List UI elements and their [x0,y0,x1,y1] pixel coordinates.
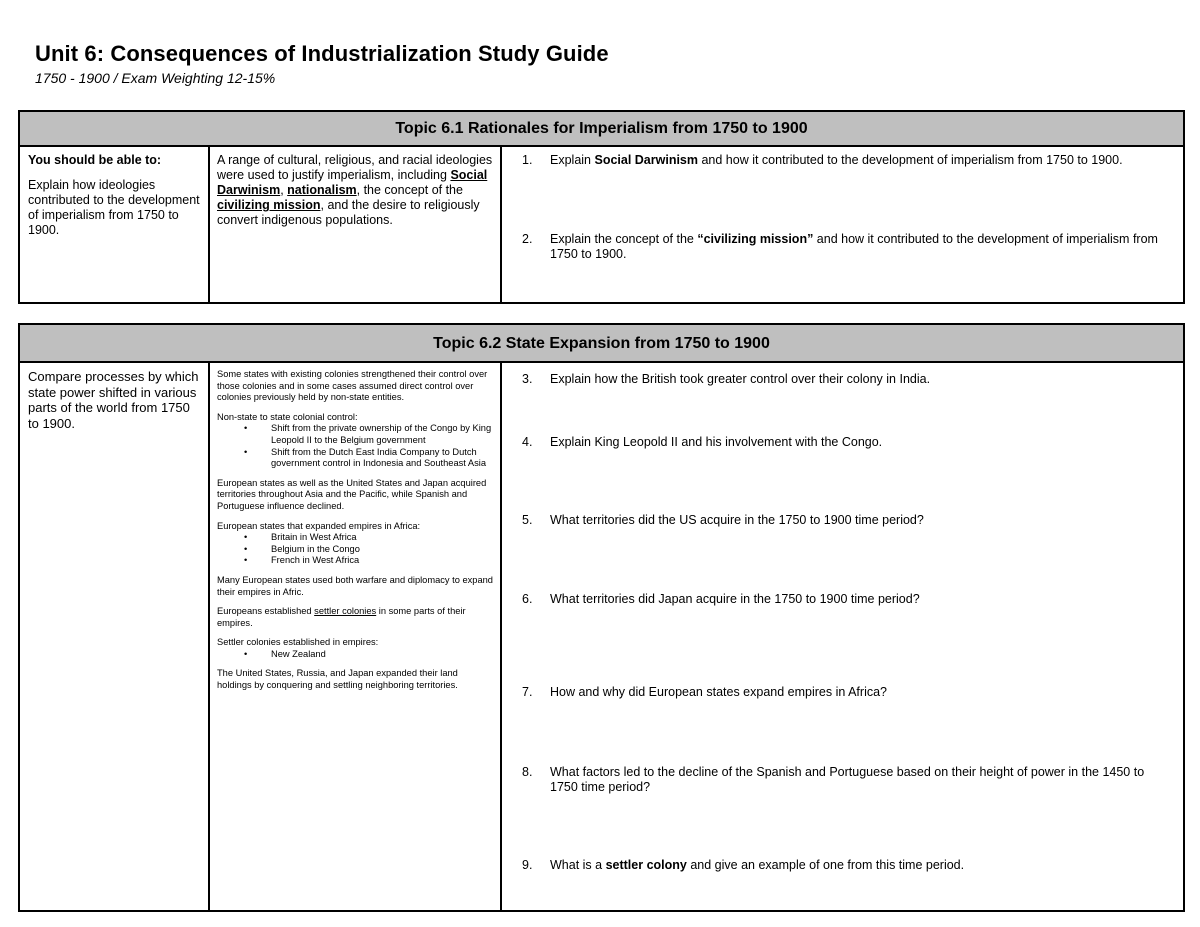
knowledge-text: , and the desire to religiously convert indigenous populations. [217,198,480,227]
keyword-social-darwinism: Social Darwinism [217,168,488,197]
knowledge-text: , [280,183,288,197]
knowledge-list [217,649,493,661]
question-item [516,153,1161,168]
list-item: • French in West Africa [217,555,493,567]
knowledge-paragraph: European states that expanded empires in Africa: [217,520,421,531]
knowledge-text: A range of cultural, religious, and racial ideologies were used to justify imperialism, including [217,153,493,182]
knowledge-paragraph: Many European states used both warfare and diplomacy to expand their empires in Afric. [217,574,493,597]
question-number: 7. [522,685,533,699]
question-text: Explain King Leopold II and his involvement with the Congo. [550,435,883,449]
question-number: 4. [522,435,533,449]
topic-6-1-heading: Topic 6.1 Rationales for Imperialism from 1750 to 1900 [20,112,1183,147]
question-number: 2. [522,232,533,246]
question-item [516,513,1161,528]
question-item [516,685,1161,700]
knowledge-paragraph: Settler colonies established in empires: [217,637,379,648]
list-item: • Britain in West Africa [217,532,493,544]
topic-6-1-knowledge [210,147,502,302]
objective-text: Explain how ideologies contributed to the development of imperialism from 1750 to 1900. [28,178,200,237]
question-text: What factors led to the decline of the Spanish and Portuguese based on their height of power in the 1450 to 1750 time period? [550,765,1145,794]
question-text: How and why did European states expand empires in Africa? [550,685,887,699]
list-item: • New Zealand [217,649,493,661]
keyword-civilizing-mission: civilizing mission [217,198,321,212]
topic-6-1-questions [502,147,1183,302]
question-text: Explain the concept of the “civilizing mission” and how it contributed to the development of imperialism from 1750 to 1900. [550,232,1158,261]
question-item [516,592,1161,607]
objective-heading: You should be able to: [28,153,162,167]
topic-6-2-table [18,323,1185,912]
question-number: 9. [522,858,533,872]
question-number: 5. [522,513,533,527]
objective-text: Compare processes by which state power shifted in various parts of the world from 1750 to 1900. [28,369,199,431]
knowledge-text: , the concept of the [356,183,463,197]
page-subtitle: 1750 - 1900 / Exam Weighting 12-15% [35,70,276,86]
topic-6-2-objective [20,363,210,910]
topic-6-2-questions [502,363,1183,910]
knowledge-paragraph: The United States, Russia, and Japan expanded their land holdings by conquering and settling neighboring territories. [217,668,458,691]
topic-6-2-heading: Topic 6.2 State Expansion from 1750 to 1900 [20,325,1183,363]
list-item: • Shift from the private ownership of the Congo by King Leopold II to the Belgium government [217,423,493,446]
keyword-settler-colonies: settler colonies [314,606,377,617]
page-title: Unit 6: Consequences of Industrialization Study Guide [35,41,609,66]
knowledge-paragraph: Some states with existing colonies strengthened their control over those colonies and in some cases assumed direct control over colonies previously held by non-state entities. [217,369,488,403]
question-item [516,372,1161,387]
keyword-nationalism: nationalism [287,183,357,197]
question-number: 6. [522,592,533,606]
question-text: What territories did the US acquire in the 1750 to 1900 time period? [550,513,924,527]
knowledge-list [217,532,493,567]
knowledge-paragraph: Europeans established settler colonies in some parts of their empires. [217,606,466,628]
question-text: What is a settler colony and give an example of one from this time period. [550,858,965,872]
knowledge-paragraph: Non-state to state colonial control: [217,411,358,422]
question-text: What territories did Japan acquire in the 1750 to 1900 time period? [550,592,920,606]
question-item [516,858,1161,873]
knowledge-paragraph: European states as well as the United States and Japan acquired territories throughout Asia and the Pacific, while Spanish and Portuguese influence declined. [217,477,487,511]
topic-6-1-table [18,110,1185,304]
question-item [516,435,1161,450]
topic-6-2-knowledge [210,363,502,910]
question-text: Explain how the British took greater control over their colony in India. [550,372,931,386]
knowledge-list [217,423,493,469]
question-number: 8. [522,765,533,779]
question-number: 3. [522,372,533,386]
topic-6-1-objective [20,147,210,302]
question-number: 1. [522,153,533,167]
question-text: Explain Social Darwinism and how it contributed to the development of imperialism from 1750 to 1900. [550,153,1123,167]
question-item [516,765,1161,795]
list-item: • Belgium in the Congo [217,544,493,556]
question-item [516,232,1161,262]
list-item: • Shift from the Dutch East India Company to Dutch government control in Indonesia and Southeast Asia [217,447,493,470]
